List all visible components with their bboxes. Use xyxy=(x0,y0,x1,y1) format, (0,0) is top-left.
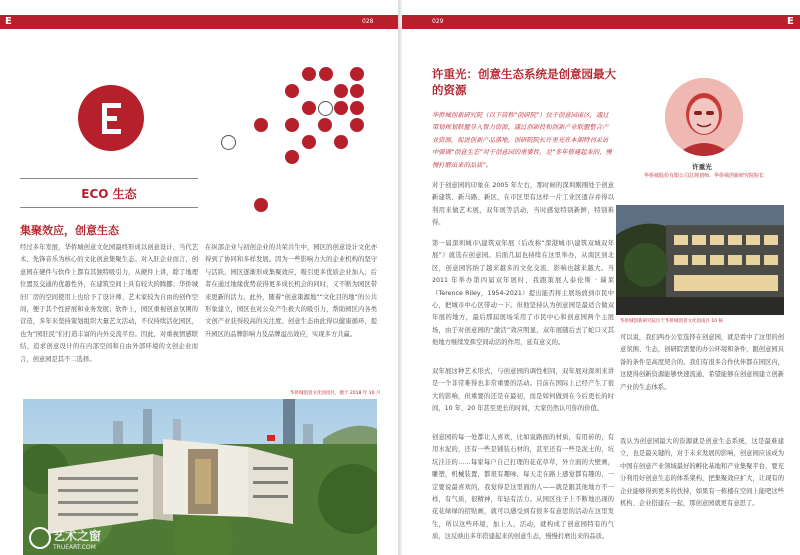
watermark-icon xyxy=(29,527,51,549)
header-logo-letter: E xyxy=(5,16,12,27)
right-heading: 许重光：创意生态系统是创意园最大的资源 xyxy=(432,67,616,97)
right-page-number: 029 xyxy=(432,18,444,25)
eco-section-title: ECO 生态 xyxy=(20,178,198,208)
right-body-col1-p1: 对于创意园的印象在 2005 年左右，那时候的深圳刚刚处于创意新建筑、新马路、新区，在市区里有这样一片工业区遗存并得以利用来做艺术展，双年展等活动，当时感觉特别新鲜，特别难得。 xyxy=(432,182,614,227)
right-header-bar xyxy=(402,15,800,29)
left-body-col2: 在纵部企业与初创企业的共荣共生中，园区的创意设计文化亦得到了协同和多样发展。因为一些影响力大的企业机构的坚守与活跃，园区逐渐形成集聚效应，吸引更多优质企业加入；后者在通过地缘优势获得更多成长机会的同时，又不断为园区带来更新的活力。此外，随着“创意策源地”“文化目的地”的公共形象建立，园区也对公众产生极大的吸引力，帮助园区内各类文创产业获得较高的关注度。创意生态由此得以健康循环，提升园区的品牌影响力及品牌溢出效应，实现多方共赢。 xyxy=(205,244,377,338)
left-body-col1: 经过多年发展，华侨城创意文化园最终形成以创意设计、当代艺术、先锋音乐为核心的文化创意集聚生态。对入驻企业而言，创意园在硬件与软件上都有其独特吸引力，从硬件上讲，除了地理位置及交通的优越性外，在建筑空间上具有较大的腾挪；华侨城旧厂房的空间使用上也给予了设计师、艺术家较为自由的创作空间，便于其个性舒展和业务发展；软件上，园区重视创意氛围的营造，多年来坚持策划组织大量艺文活动，不仅持续活化园区，也为“园驻民”们打造丰富的内外交流平台。因此，对重视情感联结、追求创意设计的在内部空间和自由外部环境的文创企业而言，创意园是其不二选择。 xyxy=(20,244,198,363)
aerial-photo xyxy=(23,399,377,555)
header-logo-letter-right: E xyxy=(787,16,794,27)
right-body-col1-p2: 第一届深圳城市\建筑双年展（后改称“深港城市\建筑双城双年展”）就选在创意园。后面几届也持续在这里举办，从南区到北区，创意园容纳了越来越多的文化交流、影响也越来越大。当 2011 年举办第四届双年展时，我跟策展人泰伦斯 · 瑞莱（Terence Riley，1954-2021）提出能否将主展场放到市民中心，把城市中心区带动一下。但他坚持认为创意园是最适合做双年展的地方，最后那届展场采用了市民中心和创意园两个主展场，由于对创意园的“激活”效应明显，双年展随后去了蛇口又其他地方继续发挥空间动活的作用，延有意义的。 xyxy=(432,240,614,347)
left-page-number: 028 xyxy=(362,18,374,25)
right-page xyxy=(402,0,800,555)
left-header-bar xyxy=(0,15,398,29)
portrait xyxy=(665,78,743,156)
right-body-col2-p1: 可以说，我们两办公室选择在创意园，就是看中了这里的创意氛围、生态，创研院需要的办公环境和条件，跟创意园具备的条件是高度契合的。我们有很多合作伙伴都在园区内，这使得创新资源能够快速流通，希望能够在创意园建立创新产业的生态体系。 xyxy=(620,334,784,391)
left-heading: 集聚效应，创意生态 xyxy=(20,224,119,237)
right-body-col1-p4: 创意园的每一处都让人喜欢，比如说路面的材质，有用砖的，有用水泥的，还有一些是铺装石材的，甚至还有一些是泥土的，坑坑洼洼的……每家每户自己打理的花花草草，外立面的大壁画，雕塑，机械装置，都很有趣味，每天走在路上感觉都有趣的，一定要说最喜欢的，我觉得是这里面的人——就是跟其他地方不一样，有气质，很精神，年轻有活力。从园区往子上不断地出现的花花绿绿的招贴画，就可以感受到有很多有意思的活动在这里发生，所以这些环境，加上人，活动，就构成了创意园特有的气质，这反映出多年搭建起来的创意生态，慢慢打磨出来的品质。 xyxy=(432,434,614,541)
portrait-name: 许重光 xyxy=(692,163,712,171)
left-photo-caption: 华侨城创意文化园园区，摄于 2018 年 10 月 xyxy=(290,391,381,396)
eco-logo xyxy=(78,85,144,151)
building-photo xyxy=(616,205,784,315)
watermark: 艺术之窗 TRUEART.COM xyxy=(53,529,102,551)
right-photo-caption: 华侨城创新研究院位于华侨城创意文化园南区 10 栋 xyxy=(620,319,724,324)
right-body-col1-p3: 双年展这种艺术形式，与创意园的调性相同，双年展对深圳来讲是一个非常难得也非常重要的活动。目前在国际上已经产生了很大的影响，但重要的还是在最初，而是如何做到在今后更长的时间，10 年、20 年甚至更长的时间，大家仍然认可你的价值。 xyxy=(432,368,614,413)
left-page xyxy=(0,0,398,555)
right-body-col2-p2: 我认为创意园最大的资源就是创意生态系统，这是最难建立，也是最关键的，对于未来发展的影响，创意园应该成为中国在创意产业领域最好的孵化基地和产业集聚平台，要充分利用好创意生态的体系架构，把集聚效应扩大，让现有的企业能够得到更多的扶持，如果有一栋楼在空间上能吧这些机构、企业搭建在一起，那创意园就更有意思了。 xyxy=(620,438,784,508)
intro-quote: 华侨城创新研究院（以下简称“创研院”）位于创意园南区，通过策划规划联盟导入智力资源，通过创新投和创新产业联盟整合产业资源，促进创新产品落地。创研院院长许重光在本期特刊采访中强调“创意生态”对于创意园的重要性，是“多年搭建起来的，慢慢打磨出来的品质”。 xyxy=(432,112,612,169)
portrait-title: 华侨城股份有限公司总规划师、华侨城创新研究院院长 xyxy=(643,173,764,179)
